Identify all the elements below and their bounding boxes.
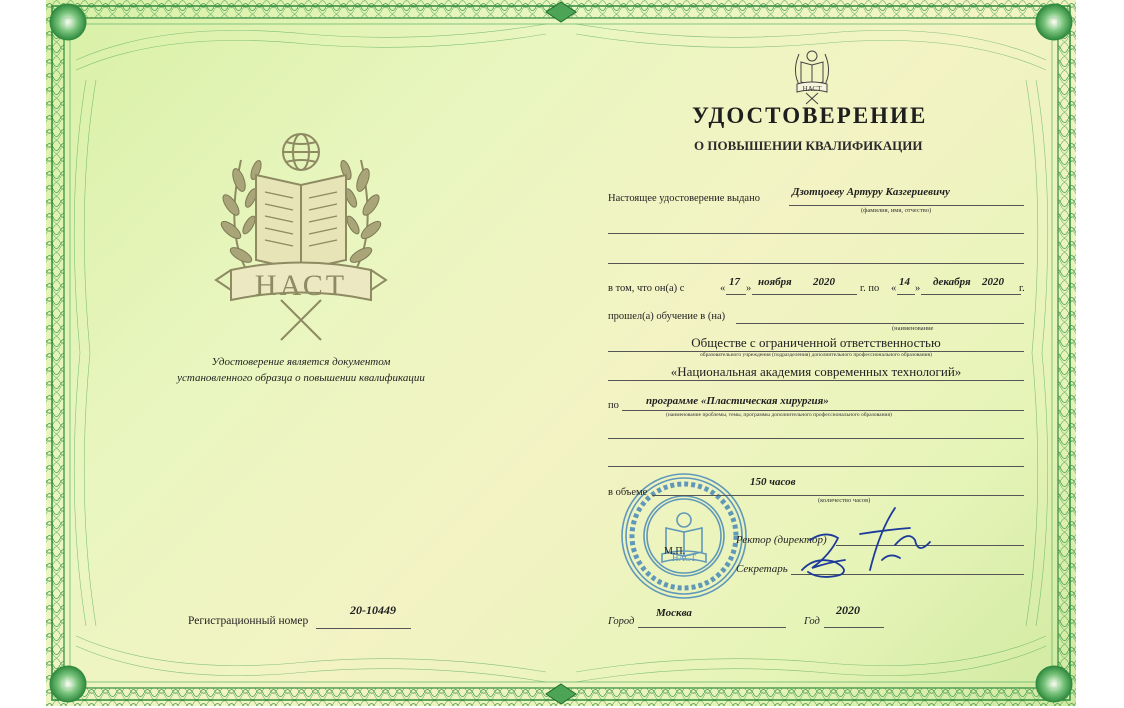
small-emblem-text: НАСТ — [802, 85, 822, 93]
inst-hint1: (наименование — [892, 325, 934, 332]
program-label: по — [608, 400, 619, 411]
signature-mark — [790, 500, 940, 580]
caption-line2: установленного образца о повышении квалификации — [177, 372, 425, 384]
inst-hint2: образовательного учреждения (подразделения) дополнительного профессионального образования) — [700, 352, 932, 358]
reg-label: Регистрационный номер — [188, 615, 309, 627]
title: УДОСТОВЕРЕНИЕ — [692, 103, 928, 128]
org-line1: Обществе с ограниченной ответственностью — [691, 335, 941, 350]
program-value: программе «Пластическая хирургия» — [646, 395, 829, 407]
year-mid: г. по — [860, 283, 880, 294]
subtitle: О ПОВЫШЕНИИ КВАЛИФИКАЦИИ — [694, 138, 923, 153]
certificate — [46, 0, 1076, 706]
quote-close-2: » — [915, 283, 921, 294]
volume-label: в объеме — [608, 487, 648, 498]
year-value: 2020 — [836, 603, 860, 617]
training-label: прошел(а) обучение в (на) — [608, 311, 726, 322]
name-hint: (фамилия, имя, отчество) — [861, 207, 932, 214]
hours-value: 150 часов — [750, 476, 796, 488]
hours-hint: (количество часов) — [818, 497, 871, 504]
issued-label: Настоящее удостоверение выдано — [608, 193, 760, 204]
end-day: 14 — [899, 276, 910, 288]
emblem-text: НАСТ — [254, 269, 348, 302]
secretary-label: Секретарь — [736, 563, 788, 575]
nast-emblem-icon — [201, 130, 401, 345]
nast-small-emblem-icon — [791, 48, 833, 106]
city-label: Город — [608, 616, 635, 627]
end-year: 2020 — [982, 276, 1004, 288]
stamp-emblem-text: НАСТ — [671, 553, 697, 563]
city-value: Москва — [656, 607, 692, 619]
year-suffix: г. — [1019, 283, 1025, 294]
year-label: Год — [804, 616, 820, 627]
caption-line1: Удостоверение является документом — [211, 356, 391, 368]
program-hint: (наименование проблемы, темы, программы дополнительного профессионального образования) — [666, 412, 892, 418]
org-line2: «Национальная академия современных технологий» — [670, 364, 962, 379]
rector-label: Ректор (директор) — [736, 534, 827, 546]
issued-name: Дзотцоеву Артуру Казгериевичу — [792, 186, 950, 198]
mp-label: М.П. — [664, 546, 686, 557]
quote-close: » — [746, 283, 752, 294]
start-year: 2020 — [813, 276, 835, 288]
reg-number: 20-10449 — [350, 603, 396, 617]
period-prefix: в том, что он(а) с — [608, 283, 685, 294]
end-month: декабря — [933, 276, 971, 288]
start-day: 17 — [729, 276, 740, 288]
start-month: ноября — [758, 276, 792, 288]
quote-open: « — [720, 283, 726, 294]
quote-open-2: « — [891, 283, 897, 294]
